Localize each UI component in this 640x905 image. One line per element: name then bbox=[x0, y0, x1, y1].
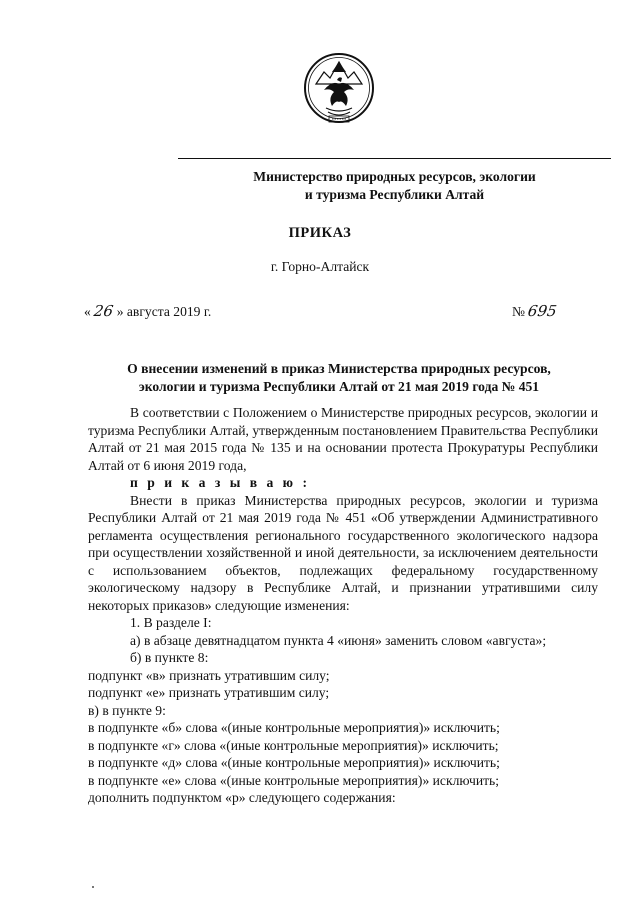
document-type-title: ПРИКАЗ bbox=[288, 225, 352, 241]
ministry-name bbox=[178, 168, 611, 204]
number-value-handwritten: 695 bbox=[527, 302, 559, 320]
ministry-line-2: и туризма Республики Алтай bbox=[304, 187, 485, 202]
number-label: № bbox=[512, 304, 525, 319]
date-month-year: » августа 2019 г. bbox=[116, 304, 212, 319]
order-body bbox=[88, 404, 598, 807]
order-heading bbox=[70, 360, 608, 396]
date-day-handwritten: 26 bbox=[92, 302, 115, 320]
list-item: в подпункте «е» слова «(иные контрольные мероприятия)» исключить; bbox=[88, 772, 500, 788]
list-item: а) в абзаце девятнадцатом пункта 4 «июня» заменить словом «августа»; bbox=[130, 632, 547, 648]
header-rule bbox=[178, 158, 611, 159]
list-item: 1. В разделе I: bbox=[130, 615, 212, 630]
order-word bbox=[88, 474, 598, 492]
list-item: подпункт «в» признать утратившим силу; bbox=[88, 667, 330, 683]
coat-of-arms-icon bbox=[302, 50, 376, 132]
date-open-quote: « bbox=[84, 304, 91, 319]
order-date bbox=[84, 302, 211, 321]
order-number bbox=[512, 302, 557, 321]
list-item: в) в пункте 9: bbox=[88, 702, 166, 718]
heading-line-2: экологии и туризма Республики Алтай от 21 мая 2019 года № 451 bbox=[138, 379, 540, 394]
list-item: в подпункте «д» слова «(иные контрольные мероприятия)» исключить; bbox=[88, 755, 500, 770]
scan-speck bbox=[92, 886, 94, 888]
list-item: б) в пункте 8: bbox=[130, 650, 209, 665]
list-item: подпункт «е» признать утратившим силу; bbox=[88, 685, 330, 700]
main-paragraph: Внести в приказ Министерства природных ресурсов, экологии и туризма Республики Алтай от 21 мая 2019 года № 451 «Об утверждении Административного регламента осуществления регионального государственного экологического надзора при осуществлении хозяйственной и иной деятельности, за исключением деятельности с использованием объектов, подлежащих федеральному государственному экологическому надзору в Республике Алтай, и признании утратившими силу некоторых приказов» следующие изменения: bbox=[88, 492, 598, 613]
list-item: в подпункте «г» слова «(иные контрольные мероприятия)» исключить; bbox=[88, 737, 499, 753]
list-item: дополнить подпунктом «р» следующего содержания: bbox=[88, 790, 396, 805]
heading-line-1: О внесении изменений в приказ Министерства природных ресурсов, bbox=[127, 361, 551, 376]
list-item: в подпункте «б» слова «(иные контрольные мероприятия)» исключить; bbox=[88, 720, 500, 735]
order-word-text: п р и к а з ы в а ю : bbox=[130, 475, 310, 490]
ministry-line-1: Министерство природных ресурсов, экологии bbox=[253, 169, 536, 184]
city-line: г. Горно-Алтайск bbox=[270, 259, 370, 274]
intro-paragraph: В соответствии с Положением о Министерстве природных ресурсов, экологии и туризма Республики Алтай, утвержденным постановлением Правительства Республики Алтай от 21 мая 2015 года № 135 и на основании протеста Прокуратуры Республики Алтай от 6 июня 2019 года, bbox=[88, 405, 598, 473]
